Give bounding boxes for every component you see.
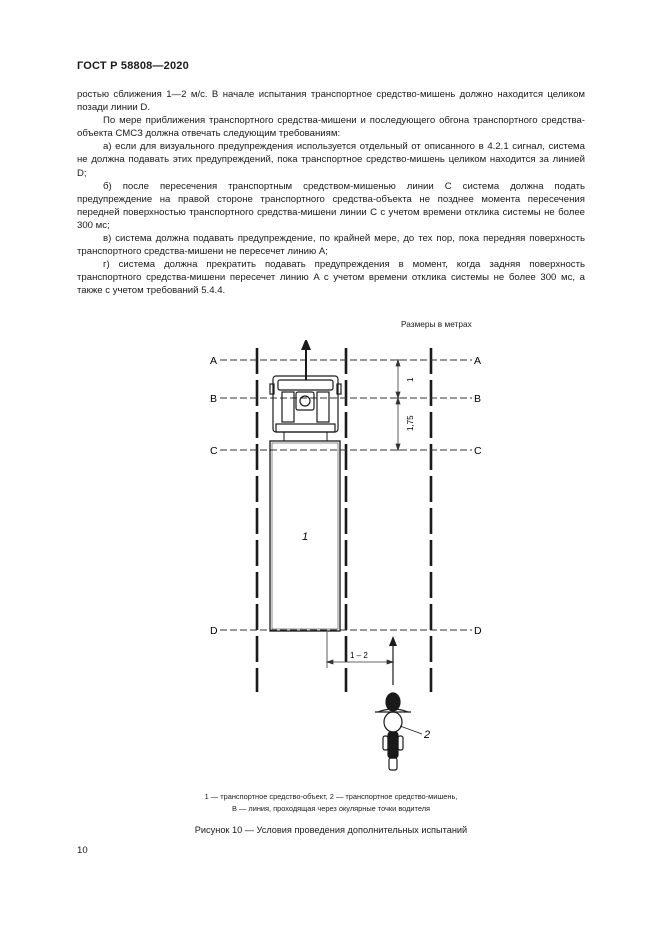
dimension-label-lateral: 1 – 2 [350,651,368,660]
motorcycle-icon [375,693,411,770]
subject-vehicle-cab [270,376,341,432]
callout-vehicle-1: 1 [302,531,309,543]
body-text [77,88,585,298]
legend-line-1: 1 — транспортное средство-объект, 2 — транспортное средство-мишень, [204,792,458,801]
paragraph-item-a: а) если для визуального предупреждения используется отдельный от описанного в 4.2.1 сигнал, система не должна подавать этих предупреждений, пока транспортное средство-мишень целиком находится за линией D; [77,141,585,179]
paragraph-continuation: ростью сближения 1—2 м/с. В начале испытания транспортное средство-мишень должно находится целиком позади линии D. [77,89,585,114]
figure-caption: Рисунок 10 — Условия проведения дополнительных испытаний [194,825,468,835]
label-b-left: B [210,393,218,405]
dimension-lateral [327,632,393,668]
paragraph-item-g: г) система должна прекратить подавать предупреждения в момент, когда задняя поверхность транспортного средства-мишени пересечет линию A с учетом времени отклика системы не более 300 мс, а также с учетом требований 5.4.4. [77,259,585,297]
callout-leader-2 [400,726,422,734]
test-layout-diagram [190,340,510,785]
callout-vehicle-2: 2 [424,729,431,741]
dimension-vertical [393,360,403,450]
target-direction-arrow-icon [389,636,397,685]
label-a-right: A [474,355,482,367]
page-number: 10 [77,845,88,856]
document-header: ГОСТ Р 58808—2020 [77,60,189,72]
label-d-left: D [210,625,218,637]
paragraph-item-b: б) после пересечения транспортным средством-мишенью линии C система должна подать предупреждение на правой стороне транспортного средства-объекта не позднее момента пересечения передней поверхностью транспортного средства-мишени линии C с учетом времени отклика системы не более 300 мс; [77,180,585,231]
label-d-right: D [474,625,482,637]
label-b-right: B [474,393,482,405]
legend-line-2: B — линия, проходящая через окулярные точки водителя [231,804,431,813]
label-c-right: C [474,445,482,457]
figure-10 [190,340,510,785]
paragraph-intro: По мере приближения транспортного средства-мишени и последующего обгона транспортного средства-объекта СМСЗ должна отвечать следующим требованиям: [77,115,585,140]
dimension-label-175: 1,75 [406,415,415,431]
subject-vehicle-coupling [284,432,327,441]
label-a-left: A [210,355,218,367]
label-c-left: C [210,445,218,457]
figure-legend [150,791,512,815]
dimensions-note: Размеры в метрах [401,319,472,329]
dimension-label-1: 1 [406,377,415,382]
paragraph-item-v: в) система должна подавать предупреждение, по крайней мере, до тех пор, пока передняя поверхность транспортного средства-мишени не пересечет линию A; [77,233,585,258]
